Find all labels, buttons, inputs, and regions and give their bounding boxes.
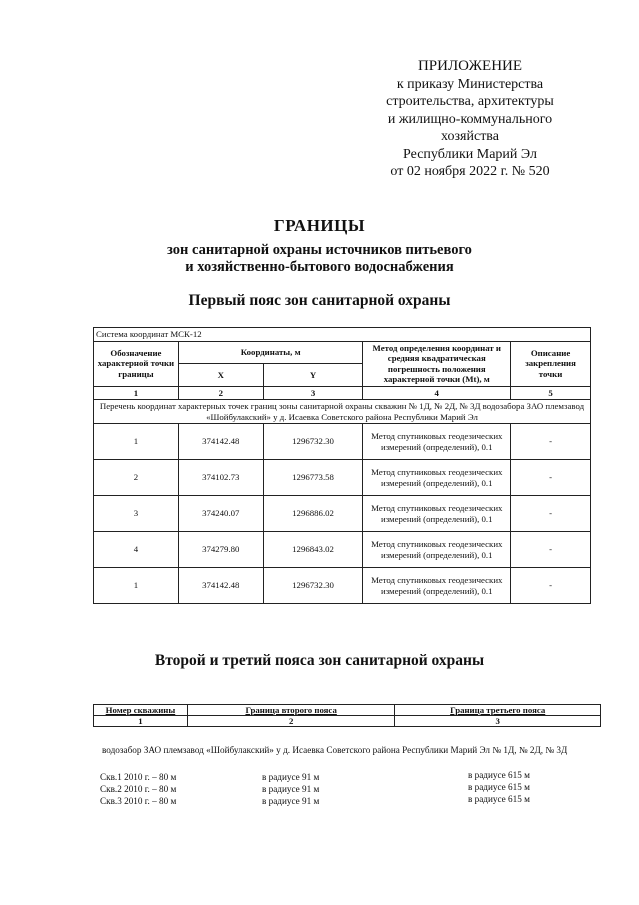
method-cell: Метод спутниковых геодезических измерений (определений), 0.1 <box>363 424 511 460</box>
appendix-line: строительства, архитектуры <box>386 94 554 109</box>
header-coords: Координаты, м <box>178 341 363 364</box>
appendix-line: хозяйства <box>441 129 499 144</box>
table-row <box>94 532 591 568</box>
appendix-line: и жилищно-коммунального <box>387 111 553 127</box>
column-number: 1 <box>94 716 188 727</box>
method-cell: Метод спутниковых геодезических измерений (определений), 0.1 <box>363 532 511 568</box>
x-cell: 374142.48 <box>178 568 263 604</box>
y-cell: 1296886.02 <box>263 496 363 532</box>
column-number: 4 <box>363 386 511 400</box>
header-third-belt: Граница третьего пояса <box>395 705 601 716</box>
header-fixing: Описание закрепления точки <box>511 341 591 386</box>
third-belt-value: в радиусе 615 м <box>468 770 530 780</box>
second-belt-value: в радиусе 91 м <box>262 772 320 782</box>
y-cell: 1296732.30 <box>263 424 363 460</box>
appendix-line: ПРИЛОЖЕНИЕ <box>417 58 523 74</box>
header-second-belt: Граница второго пояса <box>187 705 395 716</box>
column-number: 5 <box>511 386 591 400</box>
well-name: Скв.3 2010 г. – 80 м <box>100 796 177 806</box>
method-cell: Метод спутниковых геодезических измерений (определений), 0.1 <box>363 496 511 532</box>
column-number: 1 <box>94 386 179 400</box>
third-belt-value: в радиусе 615 м <box>468 794 530 804</box>
list-caption: Перечень координат характерных точек границ зоны санитарной охраны скважин № 1Д, № 2Д, № 3Д водозабора ЗАО племзавод «Шойбулакский» у д. Исаевка Советского района Республики Марий Эл <box>94 400 591 424</box>
well-name: Скв.2 2010 г. – 80 м <box>100 784 177 794</box>
fixing-cell: - <box>511 568 591 604</box>
second-belt-value: в радиусе 91 м <box>262 784 320 794</box>
point-cell: 3 <box>94 496 179 532</box>
header-y: Y <box>263 364 363 387</box>
y-cell: 1296732.30 <box>263 568 363 604</box>
header-x: X <box>178 364 263 387</box>
point-cell: 1 <box>94 424 179 460</box>
method-cell: Метод спутниковых геодезических измерений (определений), 0.1 <box>363 460 511 496</box>
column-number: 2 <box>178 386 263 400</box>
appendix-line: к приказу Министерства <box>396 76 544 92</box>
document-title: ГРАНИЦЫ <box>273 216 366 235</box>
x-cell: 374142.48 <box>178 424 263 460</box>
column-number: 2 <box>187 716 395 727</box>
point-cell: 2 <box>94 460 179 496</box>
appendix-block <box>330 58 610 181</box>
subtitle-line-2: и хозяйственно-бытового водоснабжения <box>185 259 454 275</box>
fixing-cell: - <box>511 496 591 532</box>
second-belt-value: в радиусе 91 м <box>262 796 320 806</box>
point-cell: 1 <box>94 568 179 604</box>
belt1-heading: Первый пояс зон санитарной охраны <box>188 292 451 309</box>
fixing-cell: - <box>511 532 591 568</box>
x-cell: 374240.07 <box>178 496 263 532</box>
water-intake-source: водозабор ЗАО племзавод «Шойбулакский» у д. Исаевка Советского района Республики Марий Эл № 1Д, № 2Д, № 3Д <box>102 745 568 755</box>
x-cell: 374279.80 <box>178 532 263 568</box>
appendix-line: от 02 ноября 2022 г. № 520 <box>390 164 550 179</box>
header-point: Обозначение характерной точки границы <box>94 341 179 386</box>
method-cell: Метод спутниковых геодезических измерений (определений), 0.1 <box>363 568 511 604</box>
header-method: Метод определения координат и средняя квадратическая погрешность положения характерной точки (Mt), м <box>363 341 511 386</box>
subtitle-line-1: зон санитарной охраны источников питьевого <box>167 242 472 258</box>
appendix-line: Республики Марий Эл <box>403 146 537 162</box>
fixing-cell: - <box>511 424 591 460</box>
x-cell: 374102.73 <box>178 460 263 496</box>
table-row <box>94 496 591 532</box>
belt23-heading: Второй и третий пояса зон санитарной охраны <box>154 652 485 669</box>
table-row <box>94 568 591 604</box>
table-row <box>94 460 591 496</box>
table-row <box>94 424 591 460</box>
fixing-cell: - <box>511 460 591 496</box>
y-cell: 1296773.58 <box>263 460 363 496</box>
third-belt-value: в радиусе 615 м <box>468 782 530 792</box>
coordinate-system: Система координат МСК-12 <box>94 328 591 342</box>
header-well: Номер скважины <box>94 705 188 716</box>
point-cell: 4 <box>94 532 179 568</box>
well-name: Скв.1 2010 г. – 80 м <box>100 772 177 782</box>
column-number: 3 <box>263 386 363 400</box>
belt1-coordinates-table <box>93 327 591 604</box>
column-number: 3 <box>395 716 601 727</box>
y-cell: 1296843.02 <box>263 532 363 568</box>
document-subtitle <box>0 242 639 276</box>
belt23-table <box>93 704 601 727</box>
